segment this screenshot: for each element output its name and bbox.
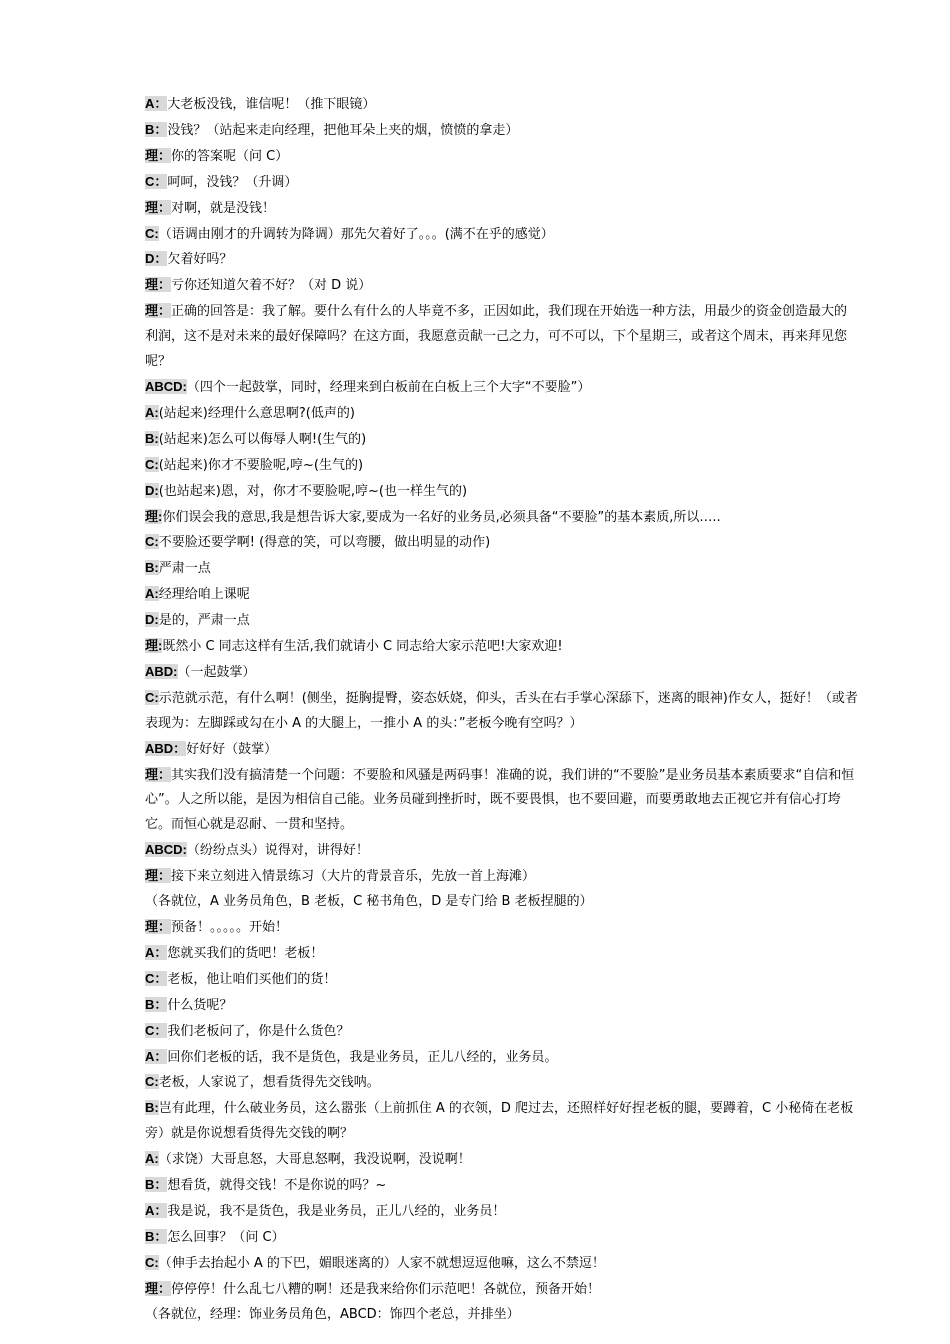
speaker-label: C： [145,970,168,986]
script-line [145,1225,860,1251]
script-line [145,915,860,941]
speaker-label: ABD: [145,663,178,679]
line-text: 岂有此理，什么破业务员，这么嚣张（上前抓住 A 的衣领，D 爬过去，还照样好好捏老板的腿，要蹲着，C 小秘倚在老板旁）就是你说想看货得先交钱的啊？ [145,1101,854,1142]
script-line [145,1045,860,1071]
line-text: 我是说，我不是货色，我是业务员，正儿八经的，业务员！ [167,1203,506,1219]
speaker-label: 理： [145,919,172,934]
speaker-label: A： [145,944,168,960]
line-text: 亏你还知道欠着不好？（对 D 说） [171,278,372,294]
line-text: 好好好（鼓掌） [186,741,278,757]
script-line [145,247,860,273]
script-line [145,1096,860,1147]
line-text: 既然小 C 同志这样有生活,我们就请小 C 同志给大家示范吧!大家欢迎! [162,639,563,655]
document-page [145,92,860,1328]
line-text: 示范就示范，有什么啊！(侧坐，挺胸提臀，姿态妖娆，仰头，舌头在右手掌心深舔下，迷离的眼神)作女人，挺好！（或者表现为：左脚踩或勾在小 A 的大腿上，一推小 A 的头：”老板今晚有空吗？） [145,690,858,731]
speaker-label: C: [145,534,159,550]
line-text: 对啊，就是没钱！ [171,200,276,216]
line-text: （求饶）大哥息怒，大哥息怒啊，我没说啊，没说啊！ [158,1152,471,1168]
line-text: （各就位，A 业务员角色，B 老板，C 秘书角色，D 是专门给 B 老板捏腿的） [145,894,593,910]
line-text: 欠着好吗？ [167,252,233,268]
script-line [145,890,860,915]
speaker-label: ABCD: [145,842,187,858]
script-line [145,737,860,763]
speaker-label: C: [145,1074,159,1090]
speaker-label: B： [145,121,168,137]
script-line [145,144,860,170]
line-text: 停停停！什么乱七八糟的啊！还是我来给你们示范吧！各就位，预备开始！ [171,1281,601,1297]
speaker-label: 理： [145,303,172,319]
script-line [145,1199,860,1225]
line-text: 没钱？（站起来走向经理，把他耳朵上夹的烟，愤愤的拿走） [167,122,519,138]
line-text: 回你们老板的话，我不是货色，我是业务员，正儿八经的，业务员。 [167,1049,558,1065]
speaker-label: 理： [145,277,172,293]
speaker-label: 理: [145,638,163,654]
line-text: 您就买我们的货吧！老板！ [167,945,324,961]
script-line [145,453,860,479]
line-text: 我们老板问了，你是什么货色？ [167,1023,350,1039]
line-text: (站起来)怎么可以侮辱人啊!(生气的) [158,431,367,447]
speaker-label: B: [145,430,159,446]
script-line [145,763,860,839]
speaker-label: A: [145,404,159,420]
script-line [145,608,860,634]
script-line [145,838,860,864]
script-line [145,1019,860,1045]
speaker-label: C： [145,173,168,189]
speaker-label: 理： [145,766,172,782]
script-line [145,993,860,1019]
line-text: 正确的回答是：我了解。要什么有什么的人毕竟不多，正因如此，我们现在开始选一种方法，用最少的资金创造最大的利润，这不是对未来的最好保障吗？在这方面，我愿意贡献一己之力，可不可以，下个星期三，或者这个周末，再来拜见您呢？ [145,304,848,370]
script-line [145,273,860,299]
script-line [145,92,860,118]
speaker-label: 理： [145,1280,172,1296]
line-text: 你们误会我的意思,我是想告诉大家,要成为一名好的业务员,必须具备“不要脸”的基本素质,所以….. [162,509,721,525]
speaker-label: A: [145,586,159,602]
script-line [145,222,860,248]
speaker-label: C: [145,225,159,241]
script-line [145,427,860,453]
line-text: （纷纷点头）说得对，讲得好！ [186,843,369,859]
script-line [145,1277,860,1303]
speaker-label: C: [145,456,159,472]
script-line [145,1303,860,1328]
line-text: （伸手去抬起小 A 的下巴，媚眼迷离的）人家不就想逗逗他嘛，这么不禁逗！ [158,1255,605,1271]
script-line [145,634,860,660]
script-line [145,118,860,144]
line-text: 是的，严肃一点 [158,613,250,629]
line-text: (站起来)经理什么意思啊?(低声的) [158,405,355,421]
speaker-label: C: [145,1254,159,1270]
script-line [145,582,860,608]
script-line [145,196,860,222]
speaker-label: D: [145,612,159,628]
speaker-label: 理： [145,868,172,884]
script-line [145,686,860,737]
script-line [145,660,860,686]
line-text: 预备！。。。。。开始！ [171,920,289,935]
script-line [145,401,860,427]
line-text: 你的答案呢（问 C） [171,148,289,164]
speaker-label: B: [145,560,159,576]
speaker-label: B: [145,1100,159,1116]
line-text: 老板，人家说了，想看货得先交钱呐。 [158,1075,380,1091]
script-line [145,556,860,582]
script-line [145,864,860,890]
speaker-label: A： [145,1202,168,1218]
line-text: （四个一起鼓掌，同时，经理来到白板前在白板上三个大字“不要脸”） [186,379,591,395]
line-text: 大老板没钱，谁信呢！（推下眼镜） [167,97,376,112]
line-text: 其实我们没有搞清楚一个问题：不要脸和风骚是两码事！准确的说，我们讲的“不要脸”是业务员基本素质要求“自信和恒心”。人之所以能，是因为相信自己能。业务员碰到挫折时，既不要畏惧，也不要回避，而要勇敢地去正视它并有信心打垮它。而恒心就是忍耐、一贯和坚持。 [145,767,855,833]
script-line [145,941,860,967]
script-line [145,375,860,401]
speaker-label: 理: [145,508,163,524]
line-text: （一起鼓掌） [177,664,256,680]
line-text: 什么货呢？ [167,997,233,1013]
script-line [145,299,860,375]
line-text: (站起来)你才不要脸呢,哼~(生气的) [158,457,364,473]
line-text: 呵呵，没钱？（升调） [167,174,298,190]
line-text: 不要脸还要学啊! (得意的笑，可以弯腰，做出明显的动作) [158,535,491,551]
speaker-label: 理： [145,199,172,215]
speaker-label: C： [145,1022,168,1038]
speaker-label: 理： [145,147,172,163]
script-line [145,530,860,556]
line-text: 想看货，就得交钱！不是你说的吗？~ [167,1178,387,1194]
line-text: 老板，他让咱们买他们的货！ [167,971,337,987]
line-text: (也站起来)恩，对，你才不要脸呢,哼~(也一样生气的) [158,483,468,499]
script-line [145,1147,860,1173]
script-line [145,967,860,993]
speaker-label: D： [145,251,168,267]
speaker-label: A: [145,1151,159,1167]
speaker-label: A： [145,96,168,111]
line-text: 怎么回事？（问 C） [167,1229,285,1245]
speaker-label: ABD： [145,740,187,756]
speaker-label: D: [145,482,159,498]
script-line [145,1173,860,1199]
speaker-label: B： [145,1177,168,1193]
script-line [145,505,860,531]
speaker-label: B： [145,1228,168,1244]
speaker-label: A： [145,1048,168,1064]
line-text: 严肃一点 [158,561,211,577]
script-line [145,170,860,196]
speaker-label: C: [145,689,159,705]
script-line [145,1070,860,1096]
script-line [145,479,860,505]
line-text: 经理给咱上课呢 [158,587,250,603]
line-text: （语调由刚才的升调转为降调）那先欠着好了。。。(满不在乎的感觉） [158,226,554,242]
line-text: 接下来立刻进入情景练习（大片的背景音乐，先放一首上海滩） [171,869,536,885]
speaker-label: ABCD: [145,378,187,394]
line-text: （各就位，经理：饰业务员角色，ABCD：饰四个老总，并排坐） [145,1306,520,1322]
script-line [145,1251,860,1277]
speaker-label: B： [145,996,168,1012]
